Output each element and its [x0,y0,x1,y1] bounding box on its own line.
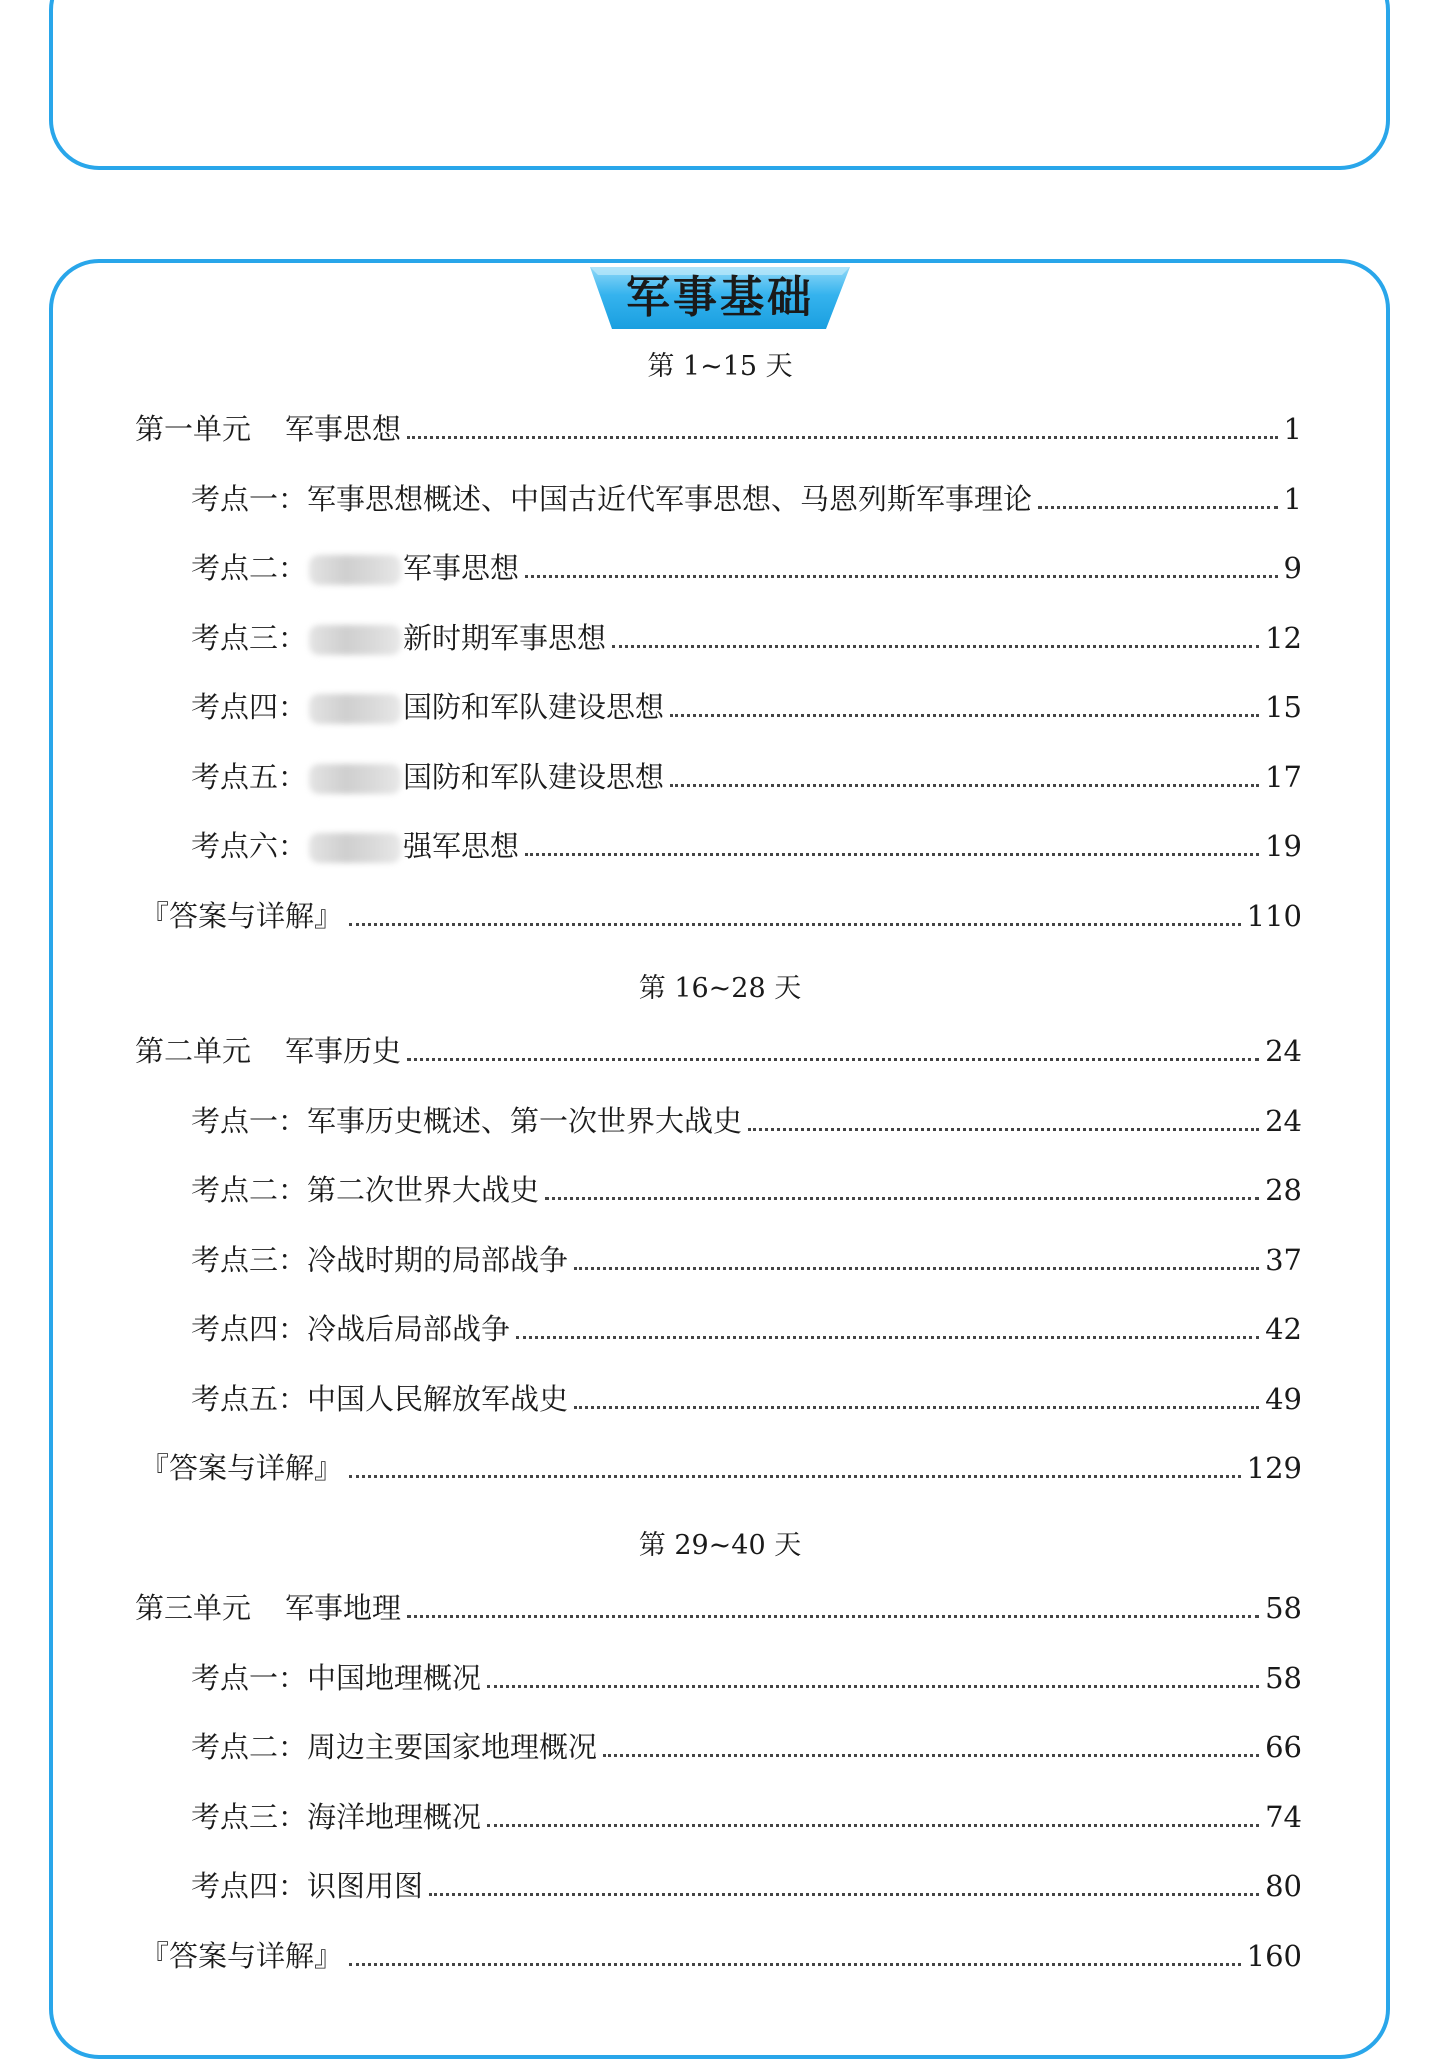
point-title: 中国地理概况 [307,1660,482,1695]
page-number: 37 [1265,1242,1302,1277]
page-number: 66 [1265,1730,1302,1764]
point-prefix: 考点三： [191,1242,308,1277]
section-frame [49,259,1390,2059]
dot-leader [349,923,1241,926]
dot-leader [487,1685,1259,1688]
page-number: 74 [1265,1799,1302,1834]
point-title: 国防和军队建设思想 [403,690,665,724]
point-label [0,1866,423,1906]
point-label [0,1240,568,1280]
point-label [0,1101,742,1141]
toc-unit-row[interactable] [0,409,1440,449]
point-title: 军事思想 [403,551,520,585]
page-number: 49 [1265,1381,1302,1416]
page-number: 129 [1246,1451,1302,1485]
dot-leader [349,1963,1241,1966]
dot-leader [603,1754,1259,1757]
point-label [0,687,664,727]
page-number: 58 [1265,1660,1302,1695]
dot-leader [574,1406,1259,1409]
point-title: 强军思想 [403,829,520,863]
day-range-heading: 第 16~28 天 [638,973,802,1004]
point-title: 军事思想概述、中国古近代军事思想、马恩列斯军事理论 [307,481,1033,516]
point-title: 冷战后局部战争 [307,1312,511,1346]
point-prefix: 考点二： [191,551,308,585]
dot-leader [516,1336,1259,1339]
dot-leader [748,1128,1259,1131]
page-number: 80 [1265,1869,1302,1903]
toc-answer-row[interactable] [0,1448,1440,1488]
section-title-badge [590,265,850,331]
toc-point-row[interactable] [0,826,1440,866]
dot-leader [670,714,1259,717]
toc-point-row[interactable] [0,1101,1440,1141]
unit-name: 军事地理 [285,1591,402,1625]
page-number: 58 [1265,1591,1302,1625]
dot-leader [1038,506,1278,509]
redacted-name-blur [309,764,401,794]
dot-leader [670,784,1259,787]
redacted-name-blur [309,625,401,655]
point-label [0,1309,510,1349]
answer-label: 『答案与详解』 [140,898,344,933]
page-number: 17 [1265,759,1302,794]
dot-leader [349,1475,1241,1478]
unit-number: 第三单元 [135,1591,252,1625]
point-label [0,1379,568,1419]
toc-point-row[interactable] [0,1240,1440,1280]
dot-leader [487,1824,1259,1827]
toc-answer-row[interactable] [0,896,1440,936]
page-number: 9 [1283,551,1302,585]
toc-point-row[interactable] [0,687,1440,727]
toc-point-row[interactable] [0,548,1440,588]
day-range-heading: 第 29~40 天 [638,1530,802,1561]
dot-leader [407,436,1278,439]
redacted-name-blur [309,833,401,863]
dot-leader [407,1615,1259,1618]
page-number: 12 [1265,620,1302,655]
point-prefix: 考点四： [191,1312,308,1346]
toc-point-row[interactable] [0,618,1440,658]
point-title: 中国人民解放军战史 [307,1381,569,1416]
toc-point-row[interactable] [0,1309,1440,1349]
page-number: 24 [1265,1034,1302,1068]
toc-point-row[interactable] [0,1658,1440,1698]
point-prefix: 考点五： [191,759,308,794]
point-label [0,826,519,866]
page-number: 1 [1283,412,1302,446]
toc-point-row[interactable] [0,479,1440,519]
point-prefix: 考点一： [191,481,308,516]
toc-answer-row[interactable] [0,1936,1440,1976]
page-number: 160 [1246,1938,1302,1973]
point-title: 识图用图 [307,1869,424,1903]
page-number: 15 [1265,690,1302,724]
toc-point-row[interactable] [0,1727,1440,1767]
dot-leader [545,1197,1259,1200]
unit-number: 第二单元 [135,1034,252,1068]
dot-leader [612,645,1259,648]
point-prefix: 考点四： [191,690,308,724]
point-label [0,479,1032,519]
point-prefix: 考点三： [191,1799,308,1834]
unit-label [0,409,401,449]
toc-point-row[interactable] [0,1797,1440,1837]
point-prefix: 考点四： [191,1869,308,1903]
unit-name: 军事思想 [285,412,402,446]
point-title: 国防和军队建设思想 [403,759,665,794]
dot-leader [407,1058,1259,1061]
unit-name: 军事历史 [285,1034,402,1068]
unit-label [0,1588,401,1628]
previous-section-frame [49,0,1390,170]
point-prefix: 考点六： [191,829,308,863]
point-label [0,1658,481,1698]
point-prefix: 考点一： [191,1660,308,1695]
point-prefix: 考点二： [191,1173,308,1207]
point-prefix: 考点三： [191,620,308,655]
toc-unit-row[interactable] [0,1588,1440,1628]
point-title: 第二次世界大战史 [307,1173,540,1207]
section-title: 军事基础 [626,272,814,323]
point-title: 军事历史概述、第一次世界大战史 [307,1103,743,1138]
point-label [0,618,606,658]
day-range-heading: 第 1~15 天 [647,351,793,382]
unit-number: 第一单元 [135,412,252,446]
page-number: 110 [1246,898,1302,933]
point-label [0,1727,597,1767]
page-number: 28 [1265,1173,1302,1207]
point-prefix: 考点五： [191,1381,308,1416]
redacted-name-blur [309,694,401,724]
point-title: 冷战时期的局部战争 [307,1242,569,1277]
unit-label [0,1031,401,1071]
point-prefix: 考点二： [191,1730,308,1764]
toc-point-row[interactable] [0,1379,1440,1419]
dot-leader [525,575,1278,578]
point-label [0,1170,539,1210]
point-prefix: 考点一： [191,1103,308,1138]
point-label [0,548,519,588]
toc-point-row[interactable] [0,1866,1440,1906]
redacted-name-blur [309,555,401,585]
answer-label: 『答案与详解』 [140,1938,344,1973]
answer-label: 『答案与详解』 [140,1451,344,1485]
page-number: 1 [1283,481,1302,516]
page-number: 24 [1265,1103,1302,1138]
point-title: 新时期军事思想 [403,620,607,655]
dot-leader [574,1267,1259,1270]
point-label [0,1797,481,1837]
point-title: 海洋地理概况 [307,1799,482,1834]
toc-point-row[interactable] [0,1170,1440,1210]
page-number: 19 [1265,829,1302,863]
dot-leader [525,853,1259,856]
page-number: 42 [1265,1312,1302,1346]
dot-leader [429,1893,1259,1896]
toc-point-row[interactable] [0,757,1440,797]
point-label [0,757,664,797]
point-title: 周边主要国家地理概况 [307,1730,598,1764]
toc-unit-row[interactable] [0,1031,1440,1071]
